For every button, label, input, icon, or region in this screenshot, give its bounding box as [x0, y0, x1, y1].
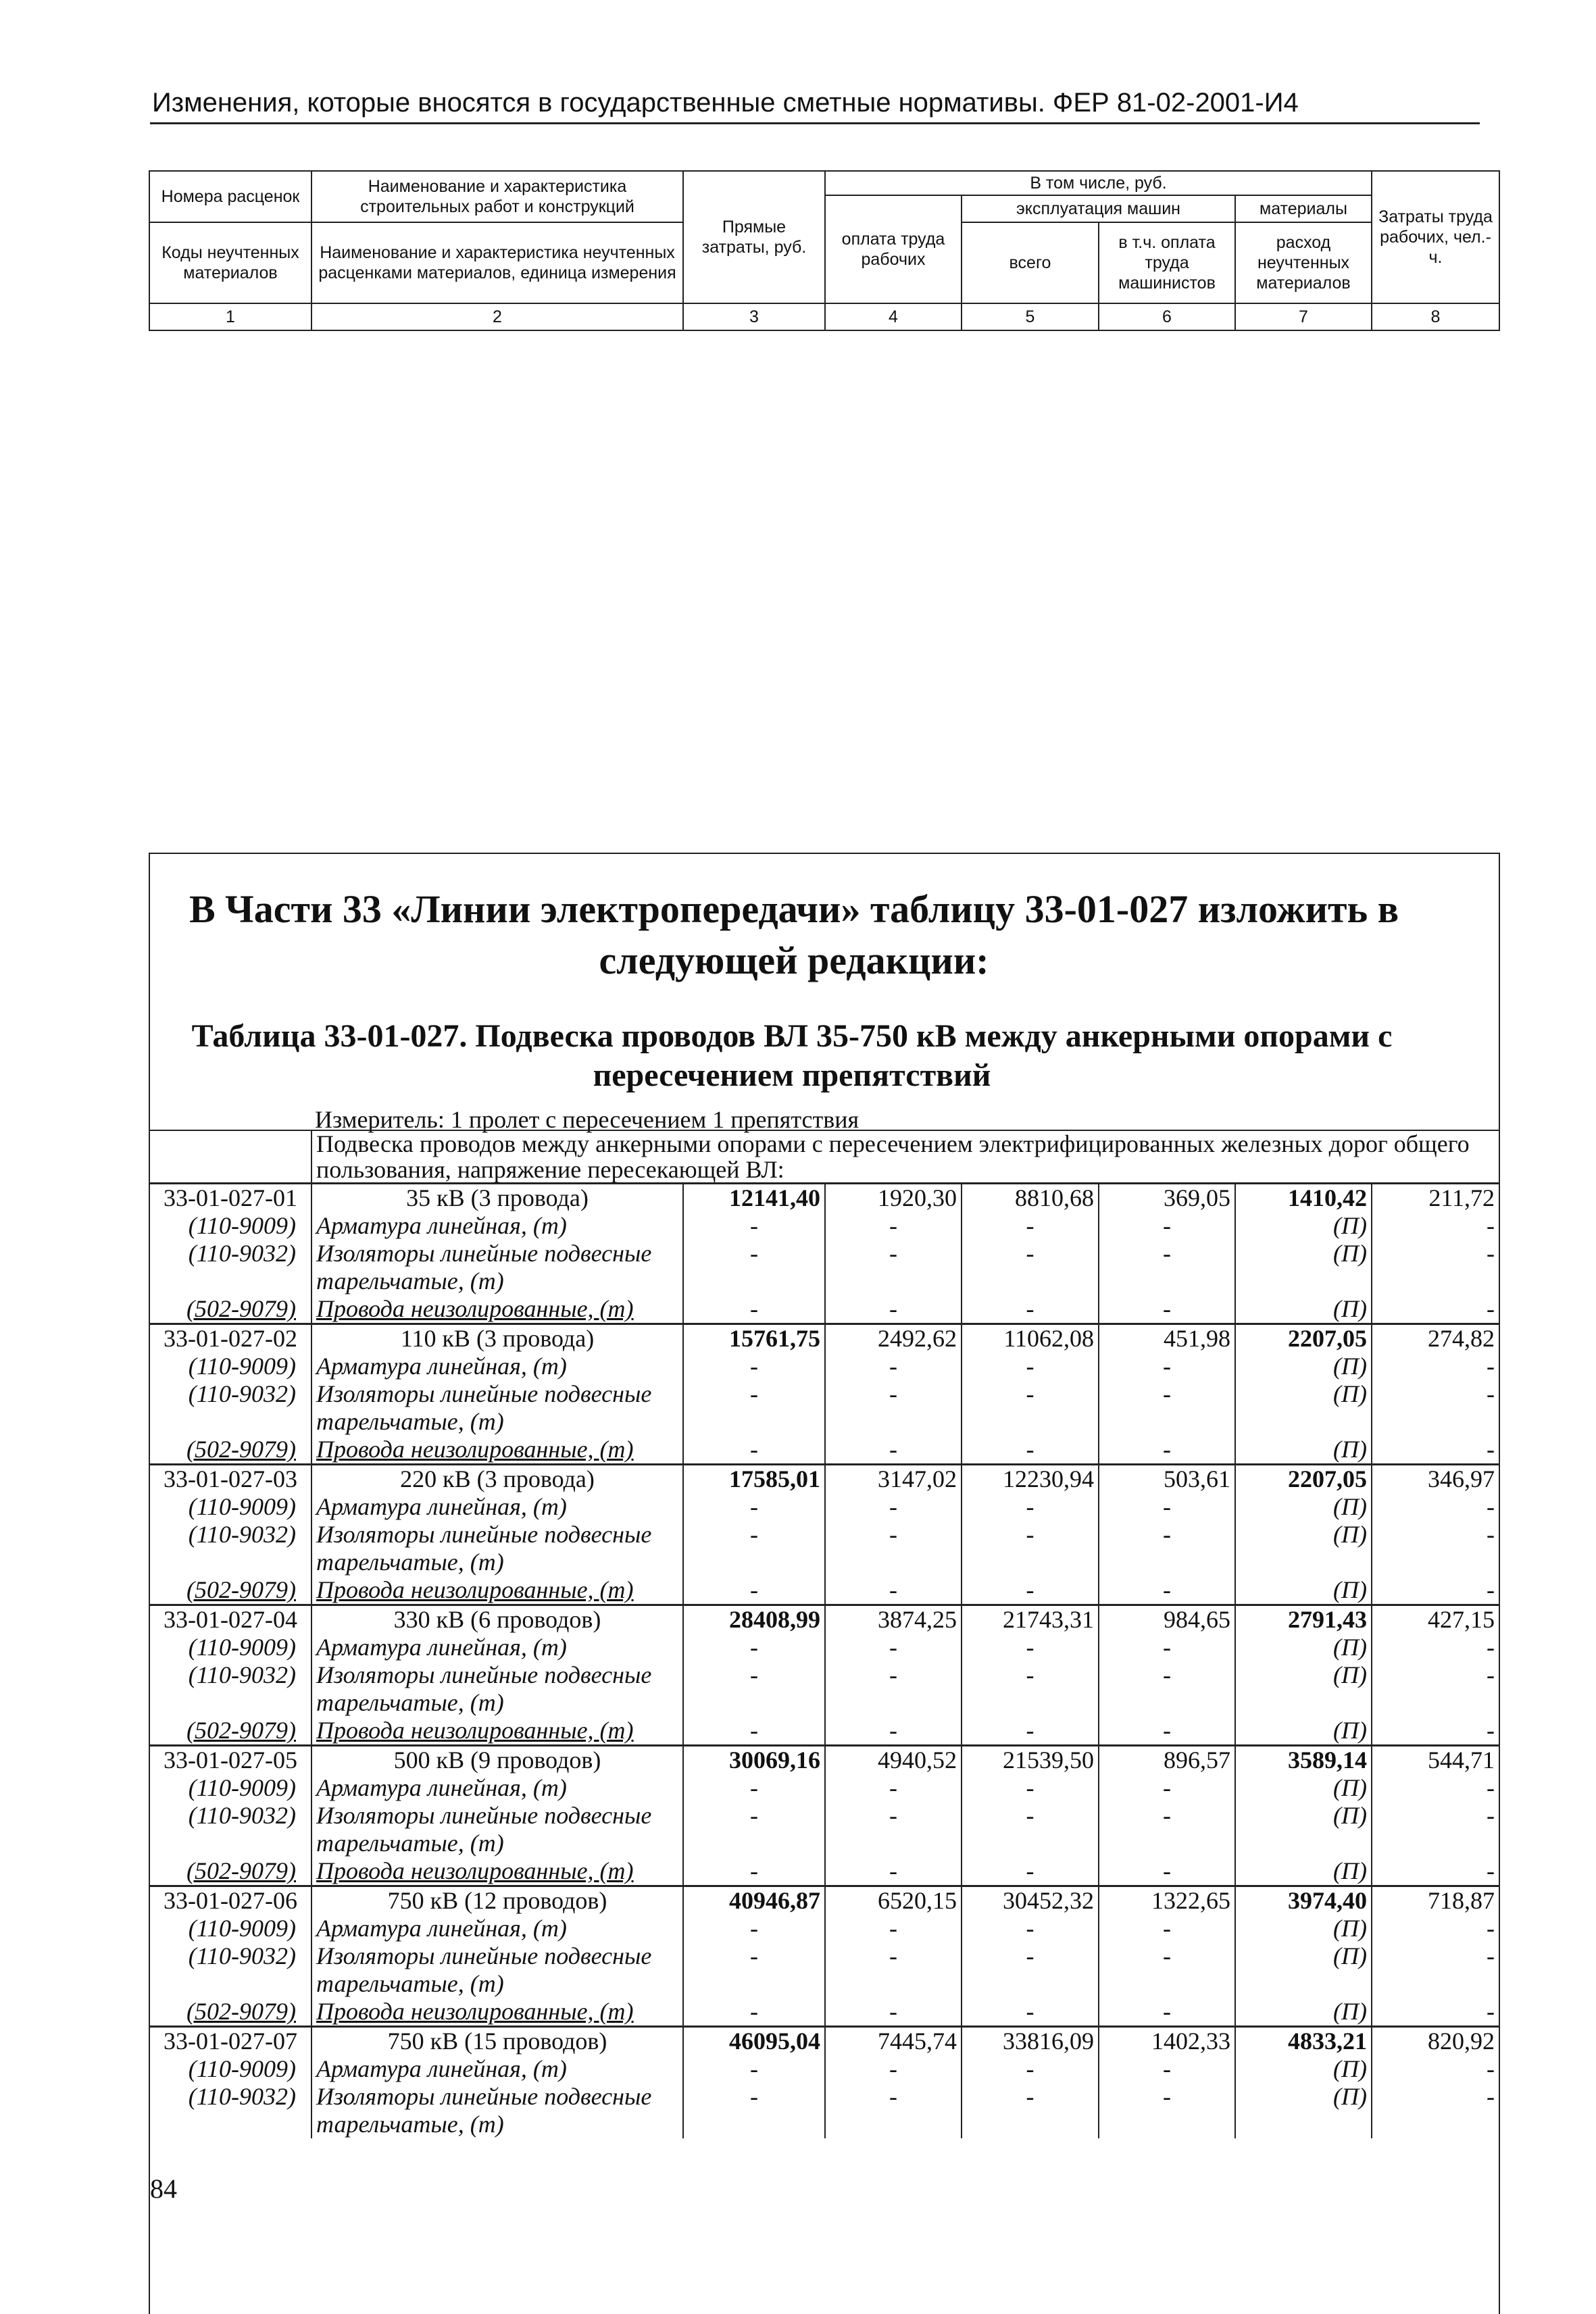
material-code: (502-9079) [149, 1998, 311, 2027]
rate-name: 110 кВ (3 провода) [311, 1324, 683, 1353]
machine-labor-cost: 896,57 [1099, 1746, 1235, 1775]
dash-mark: - [1372, 1802, 1499, 1857]
unaccounted-mark: (П) [1235, 1774, 1372, 1802]
dash-mark: - [1372, 1774, 1499, 1802]
rate-row [149, 1886, 1499, 1915]
material-row [149, 1353, 1499, 1380]
dash-mark: - [962, 1661, 1099, 1717]
header-col7: расход неучтенных материалов [1235, 222, 1372, 303]
material-code: (110-9009) [149, 1353, 311, 1380]
material-name: Изоляторы линейные подвесные тарельчатые, (т) [311, 1380, 683, 1436]
unaccounted-mark: (П) [1235, 1212, 1372, 1240]
dash-mark: - [962, 1493, 1099, 1521]
material-code: (502-9079) [149, 1295, 311, 1324]
unaccounted-mark: (П) [1235, 1717, 1372, 1746]
dash-mark: - [1372, 1915, 1499, 1942]
dash-mark: - [825, 2055, 962, 2083]
material-code: (502-9079) [149, 1576, 311, 1605]
material-code: (110-9032) [149, 1240, 311, 1295]
dash-mark: - [962, 2083, 1099, 2138]
dash-mark: - [683, 1717, 825, 1746]
dash-mark: - [825, 1436, 962, 1465]
header-col6: в т.ч. оплата труда машинистов [1099, 222, 1235, 303]
material-code: (110-9032) [149, 1380, 311, 1436]
dash-mark: - [1099, 1576, 1235, 1605]
section-intro: Подвеска проводов между анкерными опорами с пересечением электрифицированных железных дорог общего пользования, напряжение пересекающей ВЛ: [311, 1131, 1499, 1184]
header-col2-bottom: Наименование и характеристика неучтенных расценками материалов, единица измерения [311, 222, 683, 303]
material-row [149, 1521, 1499, 1576]
dash-mark: - [683, 1212, 825, 1240]
labor-hours: 427,15 [1372, 1605, 1499, 1634]
dash-mark: - [825, 1521, 962, 1576]
material-name: Провода неизолированные, (т) [311, 1576, 683, 1605]
dash-mark: - [1372, 1436, 1499, 1465]
materials-cost: 1410,42 [1235, 1184, 1372, 1213]
header-col1-top: Номера расценок [149, 171, 311, 222]
dash-mark: - [962, 2055, 1099, 2083]
dash-mark: - [683, 1353, 825, 1380]
dash-mark: - [825, 1353, 962, 1380]
material-code: (110-9009) [149, 1493, 311, 1521]
material-name: Арматура линейная, (т) [311, 1493, 683, 1521]
rate-code: 33-01-027-03 [149, 1465, 311, 1494]
material-name: Изоляторы линейные подвесные тарельчатые, (т) [311, 1240, 683, 1295]
dash-mark: - [1372, 1998, 1499, 2027]
header-col1-bottom: Коды неучтенных материалов [149, 222, 311, 303]
materials-cost: 4833,21 [1235, 2027, 1372, 2056]
dash-mark: - [683, 1802, 825, 1857]
column-number: 5 [962, 303, 1099, 330]
dash-mark: - [962, 1998, 1099, 2027]
intro-code-cell [149, 1131, 311, 1184]
dash-mark: - [683, 1661, 825, 1717]
dash-mark: - [1099, 1634, 1235, 1661]
material-code: (110-9009) [149, 2055, 311, 2083]
material-name: Арматура линейная, (т) [311, 1915, 683, 1942]
dash-mark: - [825, 1774, 962, 1802]
rates-table [149, 1131, 1500, 2138]
material-name: Арматура линейная, (т) [311, 1634, 683, 1661]
unaccounted-mark: (П) [1235, 1380, 1372, 1436]
dash-mark: - [962, 1240, 1099, 1295]
material-code: (502-9079) [149, 1717, 311, 1746]
material-code: (110-9009) [149, 1212, 311, 1240]
unaccounted-mark: (П) [1235, 1240, 1372, 1295]
column-number: 3 [683, 303, 825, 330]
material-code: (502-9079) [149, 1436, 311, 1465]
material-row [149, 1436, 1499, 1465]
dash-mark: - [1372, 1493, 1499, 1521]
rate-code: 33-01-027-02 [149, 1324, 311, 1353]
dash-mark: - [825, 1240, 962, 1295]
direct-cost: 46095,04 [683, 2027, 825, 2056]
material-code: (110-9032) [149, 2083, 311, 2138]
rate-name: 330 кВ (6 проводов) [311, 1605, 683, 1634]
direct-cost: 28408,99 [683, 1605, 825, 1634]
dash-mark: - [962, 1634, 1099, 1661]
machine-labor-cost: 1322,65 [1099, 1886, 1235, 1915]
header-machines: эксплуатация машин [962, 195, 1235, 222]
header-col8: Затраты труда рабочих, чел.-ч. [1372, 171, 1499, 303]
material-code: (110-9009) [149, 1634, 311, 1661]
dash-mark: - [683, 1915, 825, 1942]
dash-mark: - [962, 1212, 1099, 1240]
dash-mark: - [825, 2083, 962, 2138]
dash-mark: - [1099, 1353, 1235, 1380]
dash-mark: - [1099, 1998, 1235, 2027]
machine-cost: 21539,50 [962, 1746, 1099, 1775]
material-row [149, 1493, 1499, 1521]
dash-mark: - [1099, 1212, 1235, 1240]
dash-mark: - [683, 1521, 825, 1576]
dash-mark: - [1372, 1240, 1499, 1295]
material-name: Провода неизолированные, (т) [311, 1717, 683, 1746]
material-row [149, 1857, 1499, 1886]
dash-mark: - [683, 1942, 825, 1998]
labor-cost: 6520,15 [825, 1886, 962, 1915]
labor-cost: 4940,52 [825, 1746, 962, 1775]
direct-cost: 30069,16 [683, 1746, 825, 1775]
rate-row [149, 1324, 1499, 1353]
dash-mark: - [1099, 1857, 1235, 1886]
labor-cost: 3874,25 [825, 1605, 962, 1634]
dash-mark: - [1372, 1857, 1499, 1886]
material-name: Изоляторы линейные подвесные тарельчатые, (т) [311, 1802, 683, 1857]
unaccounted-mark: (П) [1235, 1436, 1372, 1465]
dash-mark: - [1099, 1240, 1235, 1295]
direct-cost: 40946,87 [683, 1886, 825, 1915]
machine-cost: 11062,08 [962, 1324, 1099, 1353]
dash-mark: - [1099, 1295, 1235, 1324]
dash-mark: - [962, 1576, 1099, 1605]
machine-labor-cost: 369,05 [1099, 1184, 1235, 1213]
dash-mark: - [1099, 1380, 1235, 1436]
dash-mark: - [1099, 1717, 1235, 1746]
material-name: Провода неизолированные, (т) [311, 1998, 683, 2027]
dash-mark: - [1372, 1521, 1499, 1576]
dash-mark: - [1372, 2083, 1499, 2138]
rate-name: 500 кВ (9 проводов) [311, 1746, 683, 1775]
dash-mark: - [825, 1493, 962, 1521]
dash-mark: - [683, 1576, 825, 1605]
dash-mark: - [825, 1717, 962, 1746]
rate-name: 220 кВ (3 провода) [311, 1465, 683, 1494]
machine-cost: 8810,68 [962, 1184, 1099, 1213]
dash-mark: - [1099, 1436, 1235, 1465]
dash-mark: - [962, 1717, 1099, 1746]
dash-mark: - [825, 1634, 962, 1661]
unaccounted-mark: (П) [1235, 1295, 1372, 1324]
dash-mark: - [1372, 2055, 1499, 2083]
direct-cost: 17585,01 [683, 1465, 825, 1494]
dash-mark: - [962, 1802, 1099, 1857]
dash-mark: - [683, 1857, 825, 1886]
dash-mark: - [683, 2083, 825, 2138]
labor-cost: 2492,62 [825, 1324, 962, 1353]
dash-mark: - [683, 1774, 825, 1802]
rate-row [149, 1465, 1499, 1494]
materials-cost: 3974,40 [1235, 1886, 1372, 1915]
dash-mark: - [1372, 1212, 1499, 1240]
dash-mark: - [1372, 1380, 1499, 1436]
rate-code: 33-01-027-01 [149, 1184, 311, 1213]
material-row [149, 1802, 1499, 1857]
material-row [149, 1915, 1499, 1942]
dash-mark: - [1099, 1915, 1235, 1942]
amendment-title: В Части 33 «Линии электропередачи» таблицу 33-01-027 изложить в следующей редакции: [189, 887, 1399, 982]
material-name: Изоляторы линейные подвесные тарельчатые, (т) [311, 2083, 683, 2138]
column-number: 4 [825, 303, 962, 330]
material-name: Изоляторы линейные подвесные тарельчатые, (т) [311, 1661, 683, 1717]
dash-mark: - [683, 1998, 825, 2027]
column-header-table [149, 170, 1500, 331]
dash-mark: - [1099, 2055, 1235, 2083]
material-name: Арматура линейная, (т) [311, 1774, 683, 1802]
dash-mark: - [962, 1295, 1099, 1324]
rate-row [149, 1605, 1499, 1634]
dash-mark: - [683, 1634, 825, 1661]
dash-mark: - [1372, 1353, 1499, 1380]
rate-code: 33-01-027-07 [149, 2027, 311, 2056]
dash-mark: - [1372, 1576, 1499, 1605]
running-header: Изменения, которые вносятся в государственные сметные нормативы. ФЕР 81-02-2001-И4 [152, 88, 1299, 118]
header-rule [150, 122, 1480, 124]
rate-name: 750 кВ (15 проводов) [311, 2027, 683, 2056]
rate-code: 33-01-027-06 [149, 1886, 311, 1915]
material-row [149, 2055, 1499, 2083]
rate-name: 35 кВ (3 провода) [311, 1184, 683, 1213]
dash-mark: - [1099, 1661, 1235, 1717]
header-including: В том числе, руб. [825, 171, 1372, 195]
material-row [149, 1240, 1499, 1295]
material-row [149, 1998, 1499, 2027]
column-number: 6 [1099, 303, 1235, 330]
material-row [149, 1942, 1499, 1998]
dash-mark: - [962, 1915, 1099, 1942]
dash-mark: - [962, 1942, 1099, 1998]
dash-mark: - [1099, 1802, 1235, 1857]
material-row [149, 1380, 1499, 1436]
meter-text: Измеритель: 1 пролет с пересечением 1 препятствия [315, 1106, 859, 1133]
rate-code: 33-01-027-04 [149, 1605, 311, 1634]
page-number: 84 [150, 2173, 177, 2204]
unaccounted-mark: (П) [1235, 1521, 1372, 1576]
rate-row [149, 1746, 1499, 1775]
labor-hours: 274,82 [1372, 1324, 1499, 1353]
material-code: (110-9032) [149, 1942, 311, 1998]
rate-row [149, 1184, 1499, 1213]
rate-row [149, 2027, 1499, 2056]
dash-mark: - [825, 1380, 962, 1436]
material-code: (110-9009) [149, 1774, 311, 1802]
unaccounted-mark: (П) [1235, 1634, 1372, 1661]
material-row [149, 1774, 1499, 1802]
material-row [149, 1212, 1499, 1240]
machine-cost: 12230,94 [962, 1465, 1099, 1494]
dash-mark: - [1372, 1634, 1499, 1661]
unaccounted-mark: (П) [1235, 1493, 1372, 1521]
dash-mark: - [825, 1942, 962, 1998]
unaccounted-mark: (П) [1235, 1661, 1372, 1717]
direct-cost: 15761,75 [683, 1324, 825, 1353]
labor-hours: 820,92 [1372, 2027, 1499, 2056]
machine-cost: 33816,09 [962, 2027, 1099, 2056]
header-col2-top: Наименование и характеристика строительных работ и конструкций [311, 171, 683, 222]
dash-mark: - [683, 1240, 825, 1295]
machine-labor-cost: 503,61 [1099, 1465, 1235, 1494]
unaccounted-mark: (П) [1235, 2083, 1372, 2138]
column-number: 1 [149, 303, 311, 330]
labor-hours: 211,72 [1372, 1184, 1499, 1213]
dash-mark: - [825, 1295, 962, 1324]
machine-labor-cost: 451,98 [1099, 1324, 1235, 1353]
material-row [149, 1717, 1499, 1746]
dash-mark: - [1372, 1717, 1499, 1746]
material-row [149, 2083, 1499, 2138]
material-name: Арматура линейная, (т) [311, 1212, 683, 1240]
header-materials: материалы [1235, 195, 1372, 222]
material-name: Провода неизолированные, (т) [311, 1857, 683, 1886]
direct-cost: 12141,40 [683, 1184, 825, 1213]
labor-hours: 718,87 [1372, 1886, 1499, 1915]
dash-mark: - [1099, 1493, 1235, 1521]
unaccounted-mark: (П) [1235, 2055, 1372, 2083]
column-number: 2 [311, 303, 683, 330]
machine-cost: 30452,32 [962, 1886, 1099, 1915]
labor-cost: 1920,30 [825, 1184, 962, 1213]
material-name: Арматура линейная, (т) [311, 1353, 683, 1380]
machine-cost: 21743,31 [962, 1605, 1099, 1634]
dash-mark: - [962, 1436, 1099, 1465]
unaccounted-mark: (П) [1235, 1942, 1372, 1998]
dash-mark: - [1099, 2083, 1235, 2138]
column-number: 8 [1372, 303, 1499, 330]
dash-mark: - [683, 1436, 825, 1465]
material-name: Провода неизолированные, (т) [311, 1436, 683, 1465]
material-code: (502-9079) [149, 1857, 311, 1886]
dash-mark: - [962, 1353, 1099, 1380]
dash-mark: - [825, 1857, 962, 1886]
dash-mark: - [825, 1998, 962, 2027]
materials-cost: 2791,43 [1235, 1605, 1372, 1634]
material-name: Изоляторы линейные подвесные тарельчатые, (т) [311, 1942, 683, 1998]
rate-code: 33-01-027-05 [149, 1746, 311, 1775]
material-code: (110-9032) [149, 1521, 311, 1576]
dash-mark: - [683, 1380, 825, 1436]
dash-mark: - [825, 1661, 962, 1717]
unaccounted-mark: (П) [1235, 1353, 1372, 1380]
machine-labor-cost: 1402,33 [1099, 2027, 1235, 2056]
dash-mark: - [683, 2055, 825, 2083]
unaccounted-mark: (П) [1235, 1857, 1372, 1886]
material-code: (110-9032) [149, 1802, 311, 1857]
labor-hours: 346,97 [1372, 1465, 1499, 1494]
dash-mark: - [962, 1380, 1099, 1436]
dash-mark: - [1372, 1295, 1499, 1324]
header-col4: оплата труда рабочих [825, 195, 962, 303]
dash-mark: - [825, 1212, 962, 1240]
unaccounted-mark: (П) [1235, 1802, 1372, 1857]
material-name: Арматура линейная, (т) [311, 2055, 683, 2083]
dash-mark: - [825, 1802, 962, 1857]
material-row [149, 1634, 1499, 1661]
unaccounted-mark: (П) [1235, 1998, 1372, 2027]
labor-cost: 7445,74 [825, 2027, 962, 2056]
rate-name: 750 кВ (12 проводов) [311, 1886, 683, 1915]
dash-mark: - [1099, 1942, 1235, 1998]
materials-cost: 3589,14 [1235, 1746, 1372, 1775]
header-col5: всего [962, 222, 1099, 303]
material-code: (110-9032) [149, 1661, 311, 1717]
labor-hours: 544,71 [1372, 1746, 1499, 1775]
unaccounted-mark: (П) [1235, 1576, 1372, 1605]
dash-mark: - [825, 1915, 962, 1942]
dash-mark: - [683, 1295, 825, 1324]
column-number: 7 [1235, 303, 1372, 330]
dash-mark: - [1099, 1521, 1235, 1576]
dash-mark: - [825, 1576, 962, 1605]
material-name: Провода неизолированные, (т) [311, 1295, 683, 1324]
unaccounted-mark: (П) [1235, 1915, 1372, 1942]
dash-mark: - [1372, 1942, 1499, 1998]
dash-mark: - [962, 1521, 1099, 1576]
dash-mark: - [962, 1774, 1099, 1802]
table-title: Таблица 33-01-027. Подвеска проводов ВЛ 35-750 кВ между анкерными опорами с пересечением препятствий [191, 1018, 1393, 1093]
material-row [149, 1295, 1499, 1324]
material-code: (110-9009) [149, 1915, 311, 1942]
material-row [149, 1661, 1499, 1717]
materials-cost: 2207,05 [1235, 1324, 1372, 1353]
material-name: Изоляторы линейные подвесные тарельчатые, (т) [311, 1521, 683, 1576]
dash-mark: - [683, 1493, 825, 1521]
material-row [149, 1576, 1499, 1605]
header-col3: Прямые затраты, руб. [683, 171, 825, 303]
dash-mark: - [1099, 1774, 1235, 1802]
materials-cost: 2207,05 [1235, 1465, 1372, 1494]
dash-mark: - [962, 1857, 1099, 1886]
labor-cost: 3147,02 [825, 1465, 962, 1494]
dash-mark: - [1372, 1661, 1499, 1717]
machine-labor-cost: 984,65 [1099, 1605, 1235, 1634]
